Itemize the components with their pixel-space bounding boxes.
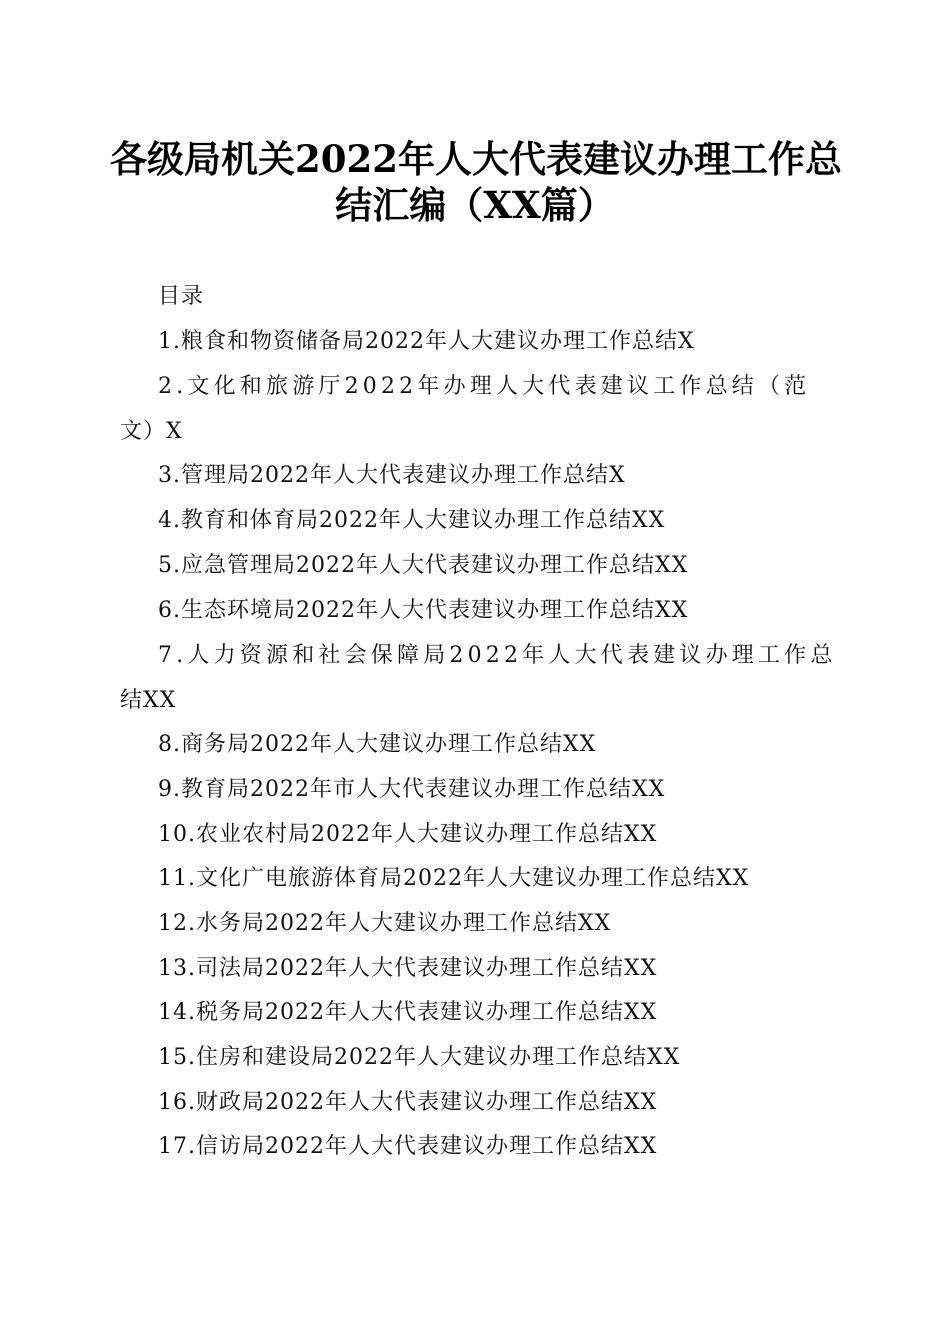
toc-item-8: 8.商务局2022年人大建议办理工作总结XX (158, 732, 597, 757)
toc-item-12: 12.水务局2022年人大建议办理工作总结XX (158, 911, 612, 936)
toc-item-9: 9.教育局2022年市人大代表建议办理工作总结XX (158, 777, 666, 802)
document-title-line-2: 结汇编（XX篇） (335, 183, 615, 227)
document-title-line-1: 各级局机关2022年人大代表建议办理工作总 (110, 137, 842, 181)
toc-item-6: 6.生态环境局2022年人大代表建议办理工作总结XX (158, 598, 689, 623)
toc-item-15: 15.住房和建设局2022年人大建议办理工作总结XX (158, 1045, 681, 1070)
toc-item-1: 1.粮食和物资储备局2022年人大建议办理工作总结X (158, 329, 695, 354)
toc-item-3: 3.管理局2022年人大代表建议办理工作总结X (158, 463, 626, 488)
toc-heading: 目录 (158, 284, 205, 309)
toc-item-2-cont: 文）X (120, 419, 183, 444)
toc-item-10: 10.农业农村局2022年人大建议办理工作总结XX (158, 822, 658, 847)
toc-item-5: 5.应急管理局2022年人大代表建议办理工作总结XX (158, 553, 689, 578)
toc-item-17: 17.信访局2022年人大代表建议办理工作总结XX (158, 1134, 658, 1159)
toc-item-14: 14.税务局2022年人大代表建议办理工作总结XX (158, 1000, 658, 1025)
toc-item-7-cont: 结XX (120, 688, 177, 713)
toc-item-7: 7.人力资源和社会保障局2022年人大代表建议办理工作总 (158, 643, 837, 668)
toc-item-2: 2.文化和旅游厅2022年办理人大代表建议工作总结（范 (158, 374, 811, 399)
toc-item-16: 16.财政局2022年人大代表建议办理工作总结XX (158, 1090, 658, 1115)
toc-item-4: 4.教育和体育局2022年人大建议办理工作总结XX (158, 508, 666, 533)
toc-item-13: 13.司法局2022年人大代表建议办理工作总结XX (158, 956, 658, 981)
toc-item-11: 11.文化广电旅游体育局2022年人大建议办理工作总结XX (158, 866, 750, 891)
